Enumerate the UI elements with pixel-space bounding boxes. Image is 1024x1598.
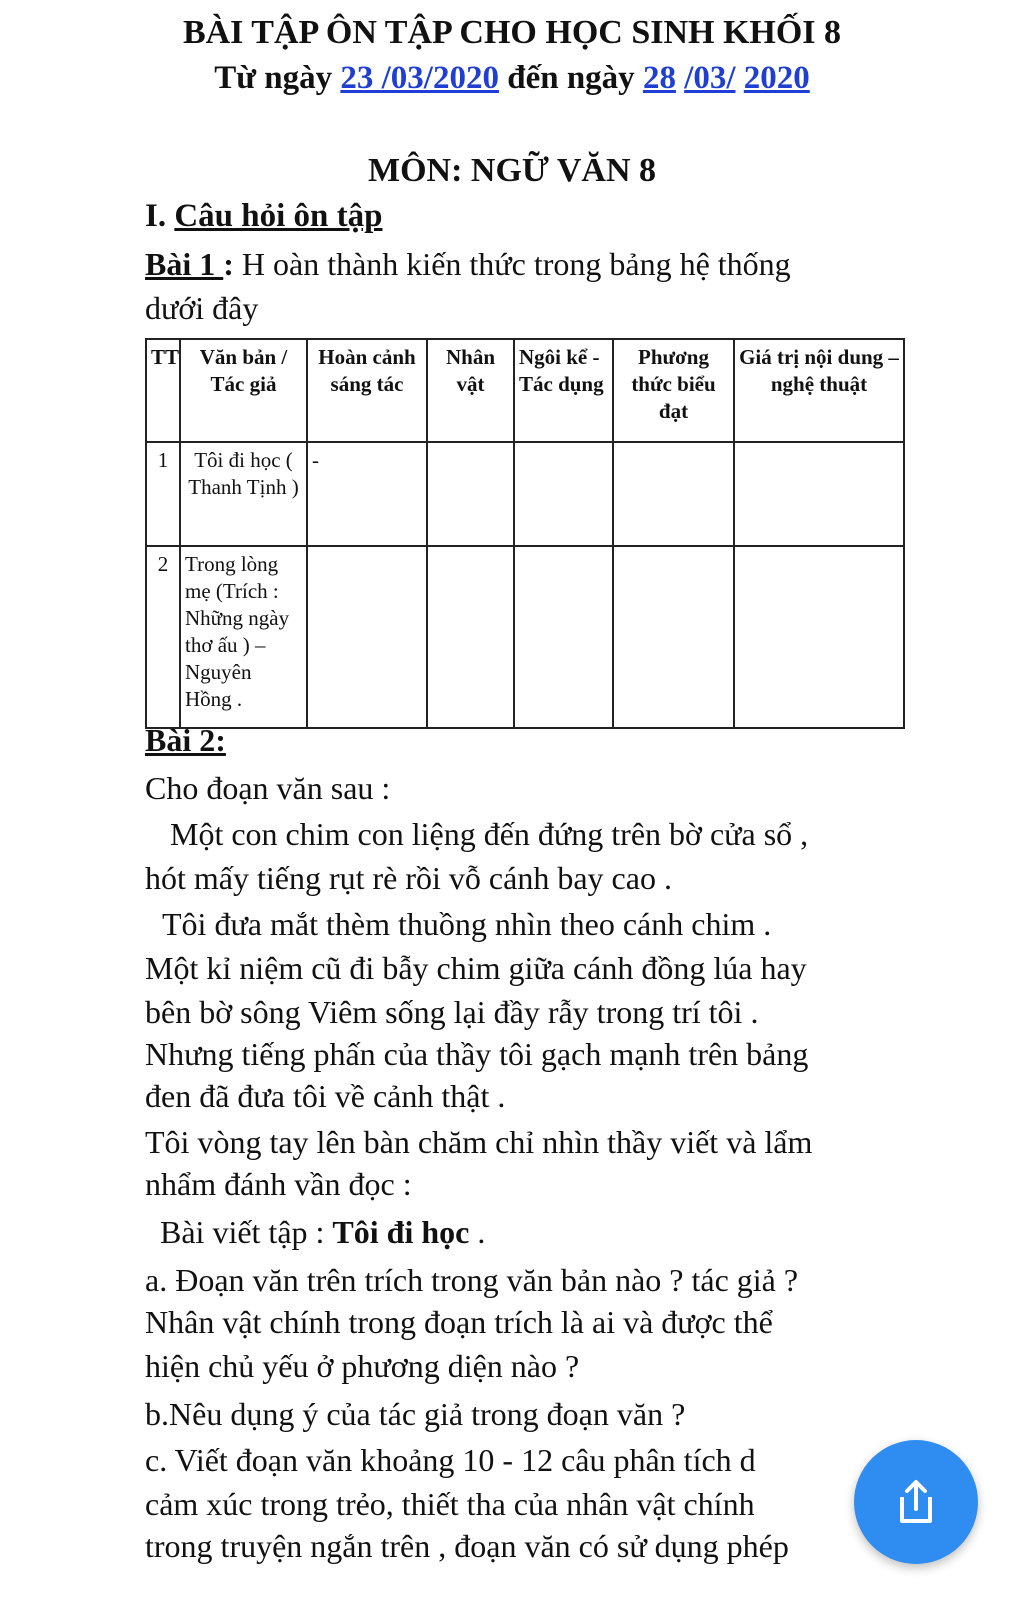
header-cell: TT xyxy=(146,339,180,442)
section-numeral: I. xyxy=(145,198,175,234)
exercise-1-line xyxy=(145,246,791,283)
section-heading xyxy=(145,198,383,235)
row-number: 2 xyxy=(146,546,180,728)
question-a-cont: Nhân vật chính trong đoạn trích là ai và được thể xyxy=(145,1304,773,1340)
passage-prefix: Bài viết tập : xyxy=(160,1214,333,1250)
summary-table xyxy=(145,338,905,729)
passage-suffix: . xyxy=(469,1214,486,1250)
exercise-1-colon: : xyxy=(223,246,242,282)
empty-cell xyxy=(734,546,904,728)
table-header-row xyxy=(146,339,904,442)
table-row xyxy=(146,546,904,728)
row-context: - xyxy=(307,442,427,546)
document-title: BÀI TẬP ÔN TẬP CHO HỌC SINH KHỐI 8 xyxy=(182,14,842,51)
header-cell: Phương thức biểu đạt xyxy=(613,339,734,442)
passage-line: Nhưng tiếng phấn của thầy tôi gạch mạnh trên bảng xyxy=(145,1036,809,1072)
question-c-cont: trong truyện ngắn trên , đoạn văn có sử dụng phép xyxy=(145,1528,789,1564)
date-mid: đến ngày xyxy=(498,60,643,96)
empty-cell xyxy=(427,442,514,546)
empty-cell xyxy=(427,546,514,728)
row-context xyxy=(307,546,427,728)
question-a-cont: hiện chủ yếu ở phương diện nào ? xyxy=(145,1348,580,1384)
subject-heading: MÔN: NGỮ VĂN 8 xyxy=(367,152,657,189)
passage-line: hót mấy tiếng rụt rè rồi vỗ cánh bay cao . xyxy=(145,860,672,896)
passage-line: Tôi vòng tay lên bàn chăm chỉ nhìn thầy viết và lẩm xyxy=(145,1124,813,1160)
row-text: Trong lòng mẹ (Trích : Những ngày thơ ấu ) – Nguyên Hồng . xyxy=(180,546,307,728)
passage-line: đen đã đưa tôi về cảnh thật . xyxy=(145,1078,506,1114)
section-title: Câu hỏi ôn tập xyxy=(174,198,383,234)
date-to-year: 2020 xyxy=(743,60,810,96)
date-from: 23 /03/2020 xyxy=(340,60,499,96)
passage-line: bên bờ sông Viêm sống lại đầy rẫy trong trí tôi . xyxy=(145,994,759,1030)
date-to-day: 28 xyxy=(642,60,676,96)
date-prefix: Từ ngày xyxy=(214,60,341,96)
exercise-2-intro: Cho đoạn văn sau : xyxy=(145,770,391,806)
empty-cell xyxy=(734,442,904,546)
passage-title: Tôi đi học xyxy=(332,1214,470,1250)
passage-line: Một con chim con liệng đến đứng trên bờ cửa sổ , xyxy=(170,816,809,852)
passage-line: nhẩm đánh vần đọc : xyxy=(145,1166,412,1202)
empty-cell xyxy=(514,442,613,546)
passage-line: Một kỉ niệm cũ đi bẫy chim giữa cánh đồng lúa hay xyxy=(145,950,807,986)
table-row xyxy=(146,442,904,546)
share-button[interactable] xyxy=(854,1440,978,1564)
empty-cell xyxy=(613,442,734,546)
question-a: a. Đoạn văn trên trích trong văn bản nào ? tác giả ? xyxy=(145,1262,799,1298)
header-cell: Văn bản / Tác giả xyxy=(180,339,307,442)
exercise-1-text: H oàn thành kiến thức trong bảng hệ thống xyxy=(241,246,791,282)
question-c-cont: cảm xúc trong trẻo, thiết tha của nhân vật chính xyxy=(145,1486,755,1522)
exercise-1-label: Bài 1 xyxy=(145,246,224,282)
passage-line xyxy=(160,1214,485,1251)
passage-line: Tôi đưa mắt thèm thuồng nhìn theo cánh chim . xyxy=(162,906,772,942)
question-c: c. Viết đoạn văn khoảng 10 - 12 câu phân tích d xyxy=(145,1442,756,1478)
exercise-1-text-cont: dưới đây xyxy=(145,290,259,326)
question-b: b.Nêu dụng ý của tác giả trong đoạn văn ? xyxy=(145,1396,686,1432)
header-cell: Ngôi kể - Tác dụng xyxy=(514,339,613,442)
row-number: 1 xyxy=(146,442,180,546)
share-icon xyxy=(894,1477,938,1527)
header-cell: Nhân vật xyxy=(427,339,514,442)
header-cell: Hoàn cảnh sáng tác xyxy=(307,339,427,442)
row-text: Tôi đi học ( Thanh Tịnh ) xyxy=(180,442,307,546)
empty-cell xyxy=(613,546,734,728)
header-cell: Giá trị nội dung – nghệ thuật xyxy=(734,339,904,442)
date-range xyxy=(0,60,1024,97)
exercise-2-label: Bài 2: xyxy=(145,722,226,758)
empty-cell xyxy=(514,546,613,728)
date-to-month: /03/ xyxy=(684,60,736,96)
